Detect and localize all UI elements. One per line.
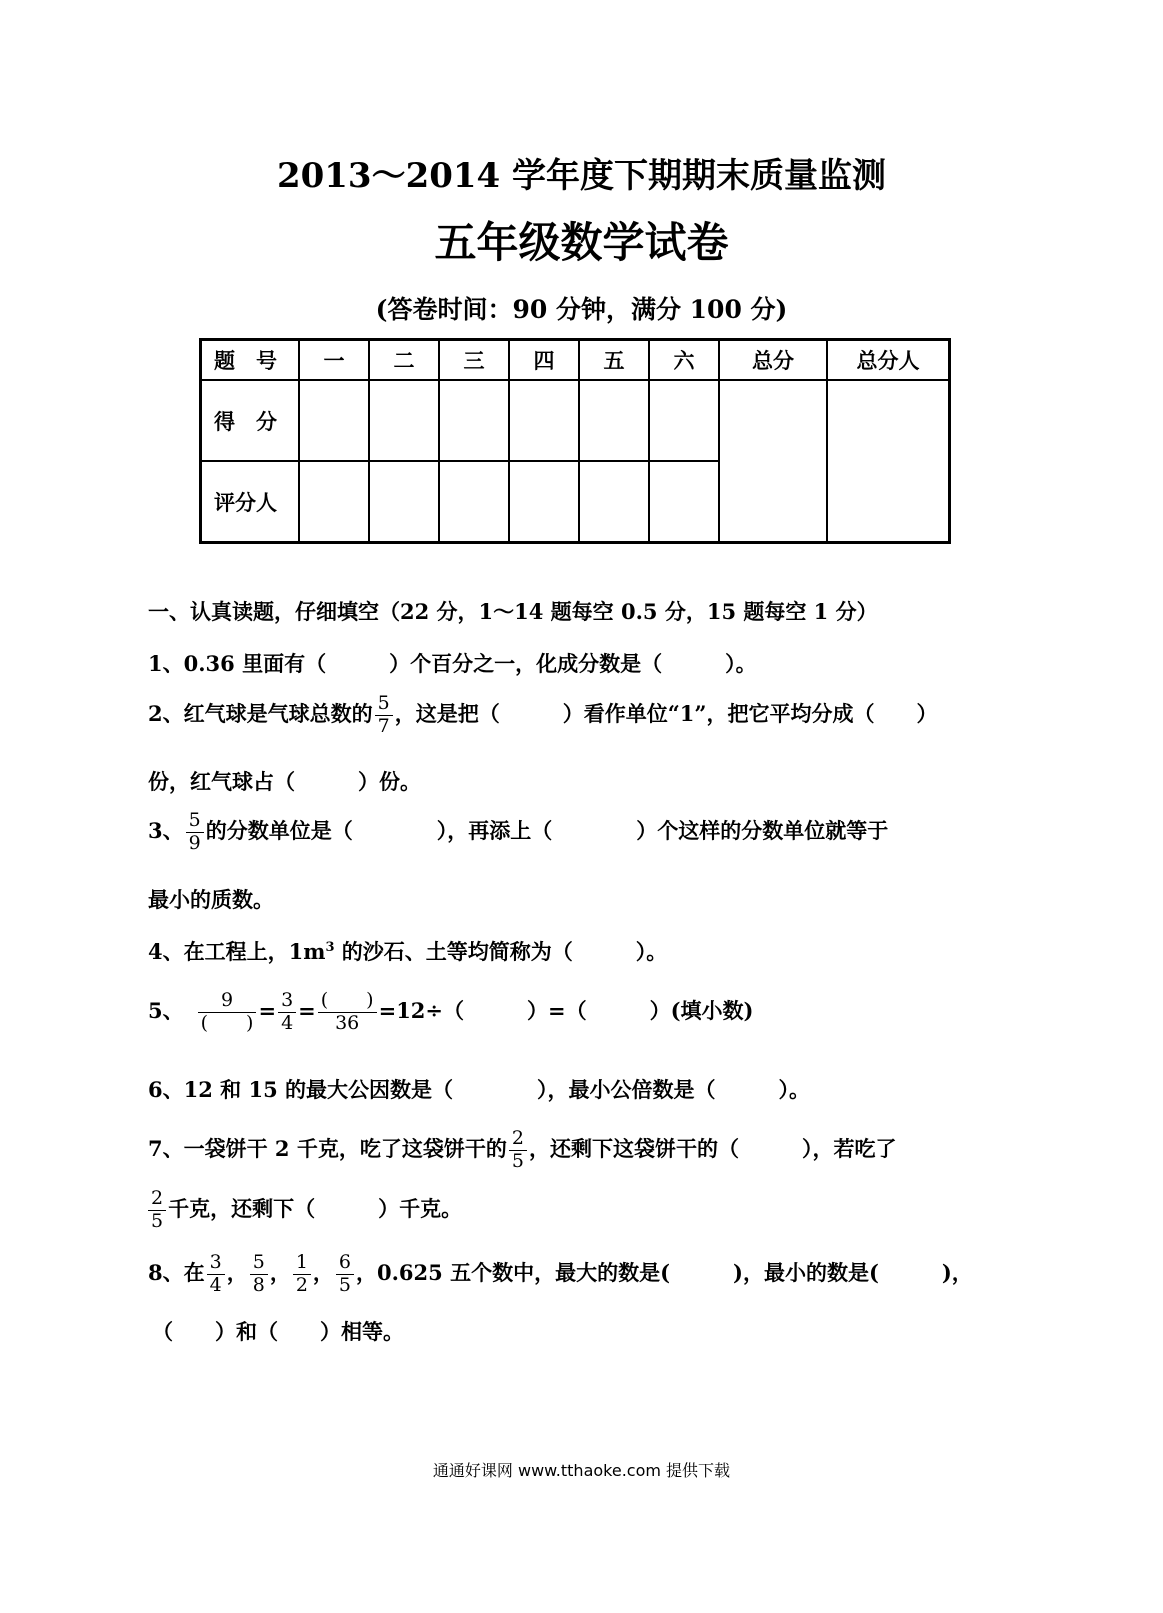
q3-text-b: 的分数单位是（ ），再添上（ ）个这样的分数单位就等于 (205, 817, 889, 843)
q8-frac3-den: 2 (295, 1273, 308, 1296)
question-5 (148, 990, 753, 1035)
score-cell[interactable] (509, 380, 579, 461)
q2-text-b: ，这是把（ ）看作单位“1”，把它平均分成（ ） (394, 700, 938, 726)
exam-title-line2: 五年级数学试卷 (434, 218, 729, 267)
q7-frac2-num: 2 (148, 1188, 166, 1211)
q3-text-a: 3、 (148, 817, 184, 843)
grader-cell[interactable] (649, 461, 719, 542)
q8-text-a: 8、在 (148, 1259, 205, 1285)
q7-text-c: 千克，还剩下（ ）千克。 (168, 1195, 463, 1221)
total-score-cell[interactable] (719, 380, 827, 542)
grader-cell[interactable] (579, 461, 649, 542)
q8-frac4-den: 5 (338, 1273, 351, 1296)
page-footer: 通通好课网 www.tthaoke.com 提供下载 (432, 1461, 731, 1480)
q5-frac2-den: 4 (281, 1011, 294, 1034)
q5-frac1-den[interactable]: ( ) (200, 1011, 254, 1034)
q8-fraction-1 (207, 1252, 225, 1297)
question-3-cont: 最小的质数。 (148, 887, 274, 912)
q5-frac3-den: 36 (335, 1011, 360, 1034)
q8-frac1-den: 4 (209, 1273, 222, 1296)
q8-frac1-num: 3 (207, 1252, 225, 1275)
col-total-person: 总分人 (827, 340, 950, 381)
exam-title-line1: 2013～2014 学年度下期期末质量监测 (276, 156, 887, 196)
col-5: 五 (579, 340, 649, 381)
q3-frac-den: 9 (188, 831, 201, 854)
q7-text-a: 7、一袋饼干 2 千克，吃了这袋饼干的 (148, 1135, 507, 1161)
question-2-cont: 份，红气球占（ ）份。 (148, 769, 421, 794)
score-cell[interactable] (439, 380, 509, 461)
q8-sep-3: ， (312, 1259, 334, 1285)
q5-fraction-2 (278, 990, 296, 1035)
q4-text-a: 4、在工程上，1m (148, 939, 326, 964)
score-cell[interactable] (579, 380, 649, 461)
q2-text-a: 2、红气球是气球总数的 (148, 700, 373, 726)
q8-frac2-den: 8 (252, 1273, 265, 1296)
col-3: 三 (439, 340, 509, 381)
grader-cell[interactable] (509, 461, 579, 542)
score-row (201, 380, 950, 461)
grader-cell[interactable] (439, 461, 509, 542)
col-4: 四 (509, 340, 579, 381)
grader-cell[interactable] (299, 461, 369, 542)
q8-frac3-num: 1 (293, 1252, 311, 1275)
col-2: 二 (369, 340, 439, 381)
q7-frac-den: 5 (511, 1149, 524, 1172)
q2-fraction (375, 693, 393, 738)
q7-frac-num: 2 (509, 1128, 527, 1151)
q5-text-b: =12÷（ ）=（ ）(填小数) (378, 997, 754, 1023)
q8-text-b: ，0.625 五个数中，最大的数是( )，最小的数是( )， (356, 1259, 973, 1285)
question-1: 1、0.36 里面有（ ）个百分之一，化成分数是（ ）。 (148, 651, 757, 676)
row-score-label: 得 分 (201, 380, 300, 461)
q8-sep-2: ， (269, 1259, 291, 1285)
q5-text-a: 5、 (148, 997, 184, 1023)
question-8 (148, 1252, 973, 1297)
q4-text-b: 的沙石、土等均简称为（ ）。 (334, 939, 668, 964)
q7-fraction (509, 1128, 527, 1173)
q2-frac-den: 7 (377, 714, 390, 737)
score-table-header-row (201, 340, 950, 381)
score-table (199, 338, 951, 544)
q5-eq2: = (298, 997, 316, 1023)
q8-fraction-2 (250, 1252, 268, 1297)
exam-subtitle: (答卷时间：90 分钟，满分 100 分) (375, 295, 788, 324)
score-cell[interactable] (299, 380, 369, 461)
q8-frac4-num: 6 (336, 1252, 354, 1275)
q5-fraction-1 (198, 990, 257, 1035)
section1-heading: 一、认真读题，仔细填空（22 分，1～14 题每空 0.5 分，15 题每空 1 分） (148, 599, 878, 624)
col-6: 六 (649, 340, 719, 381)
question-3 (148, 810, 888, 855)
q8-fraction-4 (336, 1252, 354, 1297)
q7-fraction-2 (148, 1188, 166, 1233)
question-8-cont: （ ）和（ ）相等。 (152, 1319, 404, 1344)
q3-frac-num: 5 (186, 810, 204, 833)
q5-frac3-num[interactable]: ( ) (318, 990, 377, 1013)
q5-frac1-num: 9 (198, 990, 257, 1013)
header-label: 题 号 (201, 340, 300, 381)
question-4 (148, 941, 667, 962)
q8-sep-1: ， (226, 1259, 248, 1285)
q8-frac2-num: 5 (250, 1252, 268, 1275)
total-person-cell[interactable] (827, 380, 950, 542)
q5-fraction-3 (318, 990, 377, 1035)
grader-cell[interactable] (369, 461, 439, 542)
question-7 (148, 1128, 896, 1173)
q7-frac2-den: 5 (151, 1209, 164, 1232)
q2-frac-num: 5 (375, 693, 393, 716)
row-grader-label: 评分人 (201, 461, 300, 542)
q8-fraction-3 (293, 1252, 311, 1297)
col-1: 一 (299, 340, 369, 381)
col-total: 总分 (719, 340, 827, 381)
score-cell[interactable] (369, 380, 439, 461)
q3-fraction (186, 810, 204, 855)
q5-eq1: = (258, 997, 277, 1023)
q4-superscript: 3 (325, 940, 335, 955)
q5-frac2-num: 3 (278, 990, 296, 1013)
question-7-cont (148, 1188, 462, 1233)
score-cell[interactable] (649, 380, 719, 461)
q7-text-b: ，还剩下这袋饼干的（ ），若吃了 (528, 1135, 897, 1161)
question-2 (148, 693, 938, 738)
question-6: 6、12 和 15 的最大公因数是（ ），最小公倍数是（ ）。 (148, 1077, 810, 1102)
